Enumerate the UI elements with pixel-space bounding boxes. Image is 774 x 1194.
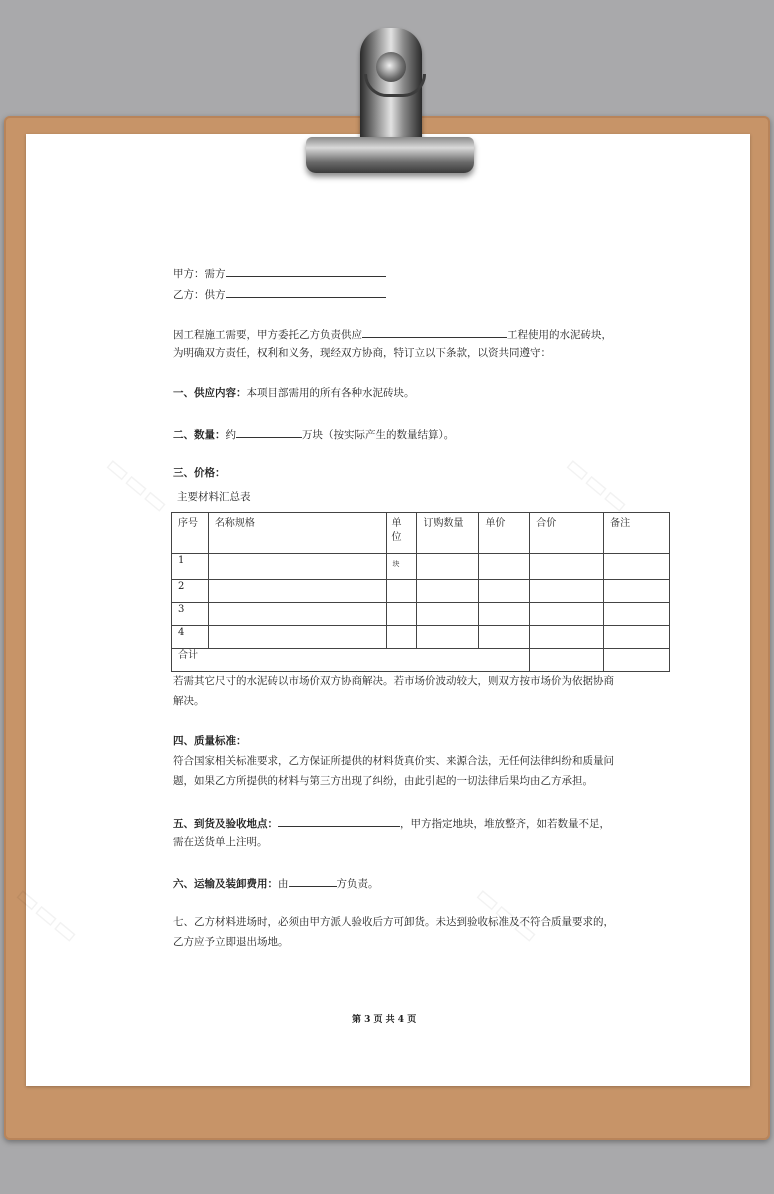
table-cell[interactable] bbox=[479, 626, 530, 649]
watermark-icon: ▭▭▭ bbox=[8, 879, 85, 951]
table-cell[interactable] bbox=[604, 603, 670, 626]
table-cell: 1 bbox=[172, 554, 209, 580]
section-1-title: 一、供应内容： bbox=[173, 387, 247, 399]
section-3-title: 三、价格： bbox=[173, 467, 226, 479]
section-4-title: 四、质量标准： bbox=[173, 735, 247, 747]
table-cell[interactable] bbox=[604, 580, 670, 603]
section-5-title: 五、到货及验收地点： bbox=[173, 818, 278, 830]
table-cell[interactable] bbox=[530, 626, 604, 649]
section-4-text-1: 符合国家相关标准要求，乙方保证所提供的材料货真价实、来源合法，无任何法律纠纷和质量问 bbox=[173, 755, 614, 767]
section-6-pre: 由 bbox=[278, 878, 289, 890]
delivery-location-blank[interactable] bbox=[278, 815, 400, 827]
table-cell: 3 bbox=[172, 603, 209, 626]
total-remark-cell[interactable] bbox=[604, 649, 670, 672]
header-cell: 备注 bbox=[604, 513, 670, 554]
table-cell[interactable] bbox=[208, 626, 386, 649]
header-cell: 合价 bbox=[530, 513, 604, 554]
table-cell[interactable] bbox=[530, 580, 604, 603]
page-footer: 第 3 页 共 4 页 bbox=[352, 1015, 417, 1025]
quantity-blank[interactable] bbox=[236, 426, 302, 438]
intro-text-a: 因工程施工需要，甲方委托乙方负责供应 bbox=[173, 329, 362, 341]
table-cell[interactable] bbox=[479, 603, 530, 626]
table-header-row bbox=[172, 513, 670, 554]
table-cell[interactable] bbox=[208, 554, 386, 580]
table-cell[interactable] bbox=[479, 580, 530, 603]
table-cell: 4 bbox=[172, 626, 209, 649]
section-6-post: 方负责。 bbox=[336, 878, 379, 890]
table-cell[interactable] bbox=[417, 603, 479, 626]
table-row bbox=[172, 626, 670, 649]
section-1-text: 本项目部需用的所有各种水泥砖块。 bbox=[246, 387, 415, 399]
table-cell[interactable] bbox=[386, 626, 417, 649]
section-6 bbox=[173, 875, 379, 891]
table-cell[interactable] bbox=[479, 554, 530, 580]
table-cell: 2 bbox=[172, 580, 209, 603]
intro-text-b: 工程使用的水泥砖块， bbox=[507, 329, 612, 341]
header-cell: 序号 bbox=[172, 513, 209, 554]
table-cell[interactable] bbox=[386, 603, 417, 626]
header-cell: 单价 bbox=[479, 513, 530, 554]
section-7-text-2: 乙方应予立即退出场地。 bbox=[173, 936, 289, 948]
section-2-post: 万块（按实际产生的数量结算）。 bbox=[302, 429, 455, 441]
table-cell: 块 bbox=[386, 554, 417, 580]
total-label: 合计 bbox=[172, 649, 530, 672]
responsible-party-blank[interactable] bbox=[289, 875, 337, 887]
table-cell[interactable] bbox=[530, 554, 604, 580]
table-cell[interactable] bbox=[417, 626, 479, 649]
table-row bbox=[172, 603, 670, 626]
party-a-label: 甲方：需方 bbox=[173, 268, 226, 280]
section-2-pre: 约 bbox=[225, 429, 236, 441]
price-note-1: 若需其它尺寸的水泥砖以市场价双方协商解决。若市场价波动较大，则双方按市场价为依据协商 bbox=[173, 675, 614, 687]
watermark-icon: ▭▭▭ bbox=[558, 449, 635, 521]
table-cell[interactable] bbox=[386, 580, 417, 603]
table-cell[interactable] bbox=[417, 554, 479, 580]
table-cell[interactable] bbox=[208, 580, 386, 603]
section-6-title: 六、运输及装卸费用： bbox=[173, 878, 278, 890]
party-a-blank[interactable] bbox=[226, 265, 386, 277]
table-cell[interactable] bbox=[417, 580, 479, 603]
section-2 bbox=[173, 426, 454, 442]
table-cell[interactable] bbox=[604, 554, 670, 580]
section-5-text: ，甲方指定地块，堆放整齐，如若数量不足， bbox=[400, 818, 610, 830]
table-cell[interactable] bbox=[530, 603, 604, 626]
price-note-2: 解决。 bbox=[173, 695, 205, 707]
section-5 bbox=[173, 815, 610, 831]
watermark-icon: ▭▭▭ bbox=[98, 449, 175, 521]
table-cell[interactable] bbox=[208, 603, 386, 626]
clip-hole bbox=[376, 52, 406, 82]
section-7-text-1: 七、乙方材料进场时，必须由甲方派人验收后方可卸货。未达到验收标准及不符合质量要求的， bbox=[173, 916, 614, 928]
clip-base bbox=[306, 137, 474, 173]
project-name-blank[interactable] bbox=[362, 326, 507, 338]
materials-table bbox=[171, 512, 670, 672]
party-b-line bbox=[173, 286, 386, 302]
watermark-icon: ▭▭▭ bbox=[468, 879, 545, 951]
section-1 bbox=[173, 386, 415, 400]
header-cell: 名称规格 bbox=[208, 513, 386, 554]
section-5-text-2: 需在送货单上注明。 bbox=[173, 836, 268, 848]
table-row bbox=[172, 580, 670, 603]
section-2-title: 二、数量： bbox=[173, 429, 226, 441]
header-cell: 订购数量 bbox=[417, 513, 479, 554]
table-cell[interactable] bbox=[604, 626, 670, 649]
party-b-blank[interactable] bbox=[226, 286, 386, 298]
header-cell: 单 位 bbox=[386, 513, 417, 554]
party-a-line bbox=[173, 265, 386, 281]
intro-line-1 bbox=[173, 326, 612, 342]
party-b-label: 乙方：供方 bbox=[173, 289, 226, 301]
table-total-row bbox=[172, 649, 670, 672]
intro-line-2: 为明确双方责任，权利和义务，现经双方协商，特订立以下条款，以资共同遵守： bbox=[173, 347, 551, 359]
section-4-text-2: 题，如果乙方所提供的材料与第三方出现了纠纷，由此引起的一切法律后果均由乙方承担。 bbox=[173, 775, 593, 787]
table-caption: 主要材料汇总表 bbox=[177, 491, 251, 503]
total-amount-cell[interactable] bbox=[530, 649, 604, 672]
table-row bbox=[172, 554, 670, 580]
